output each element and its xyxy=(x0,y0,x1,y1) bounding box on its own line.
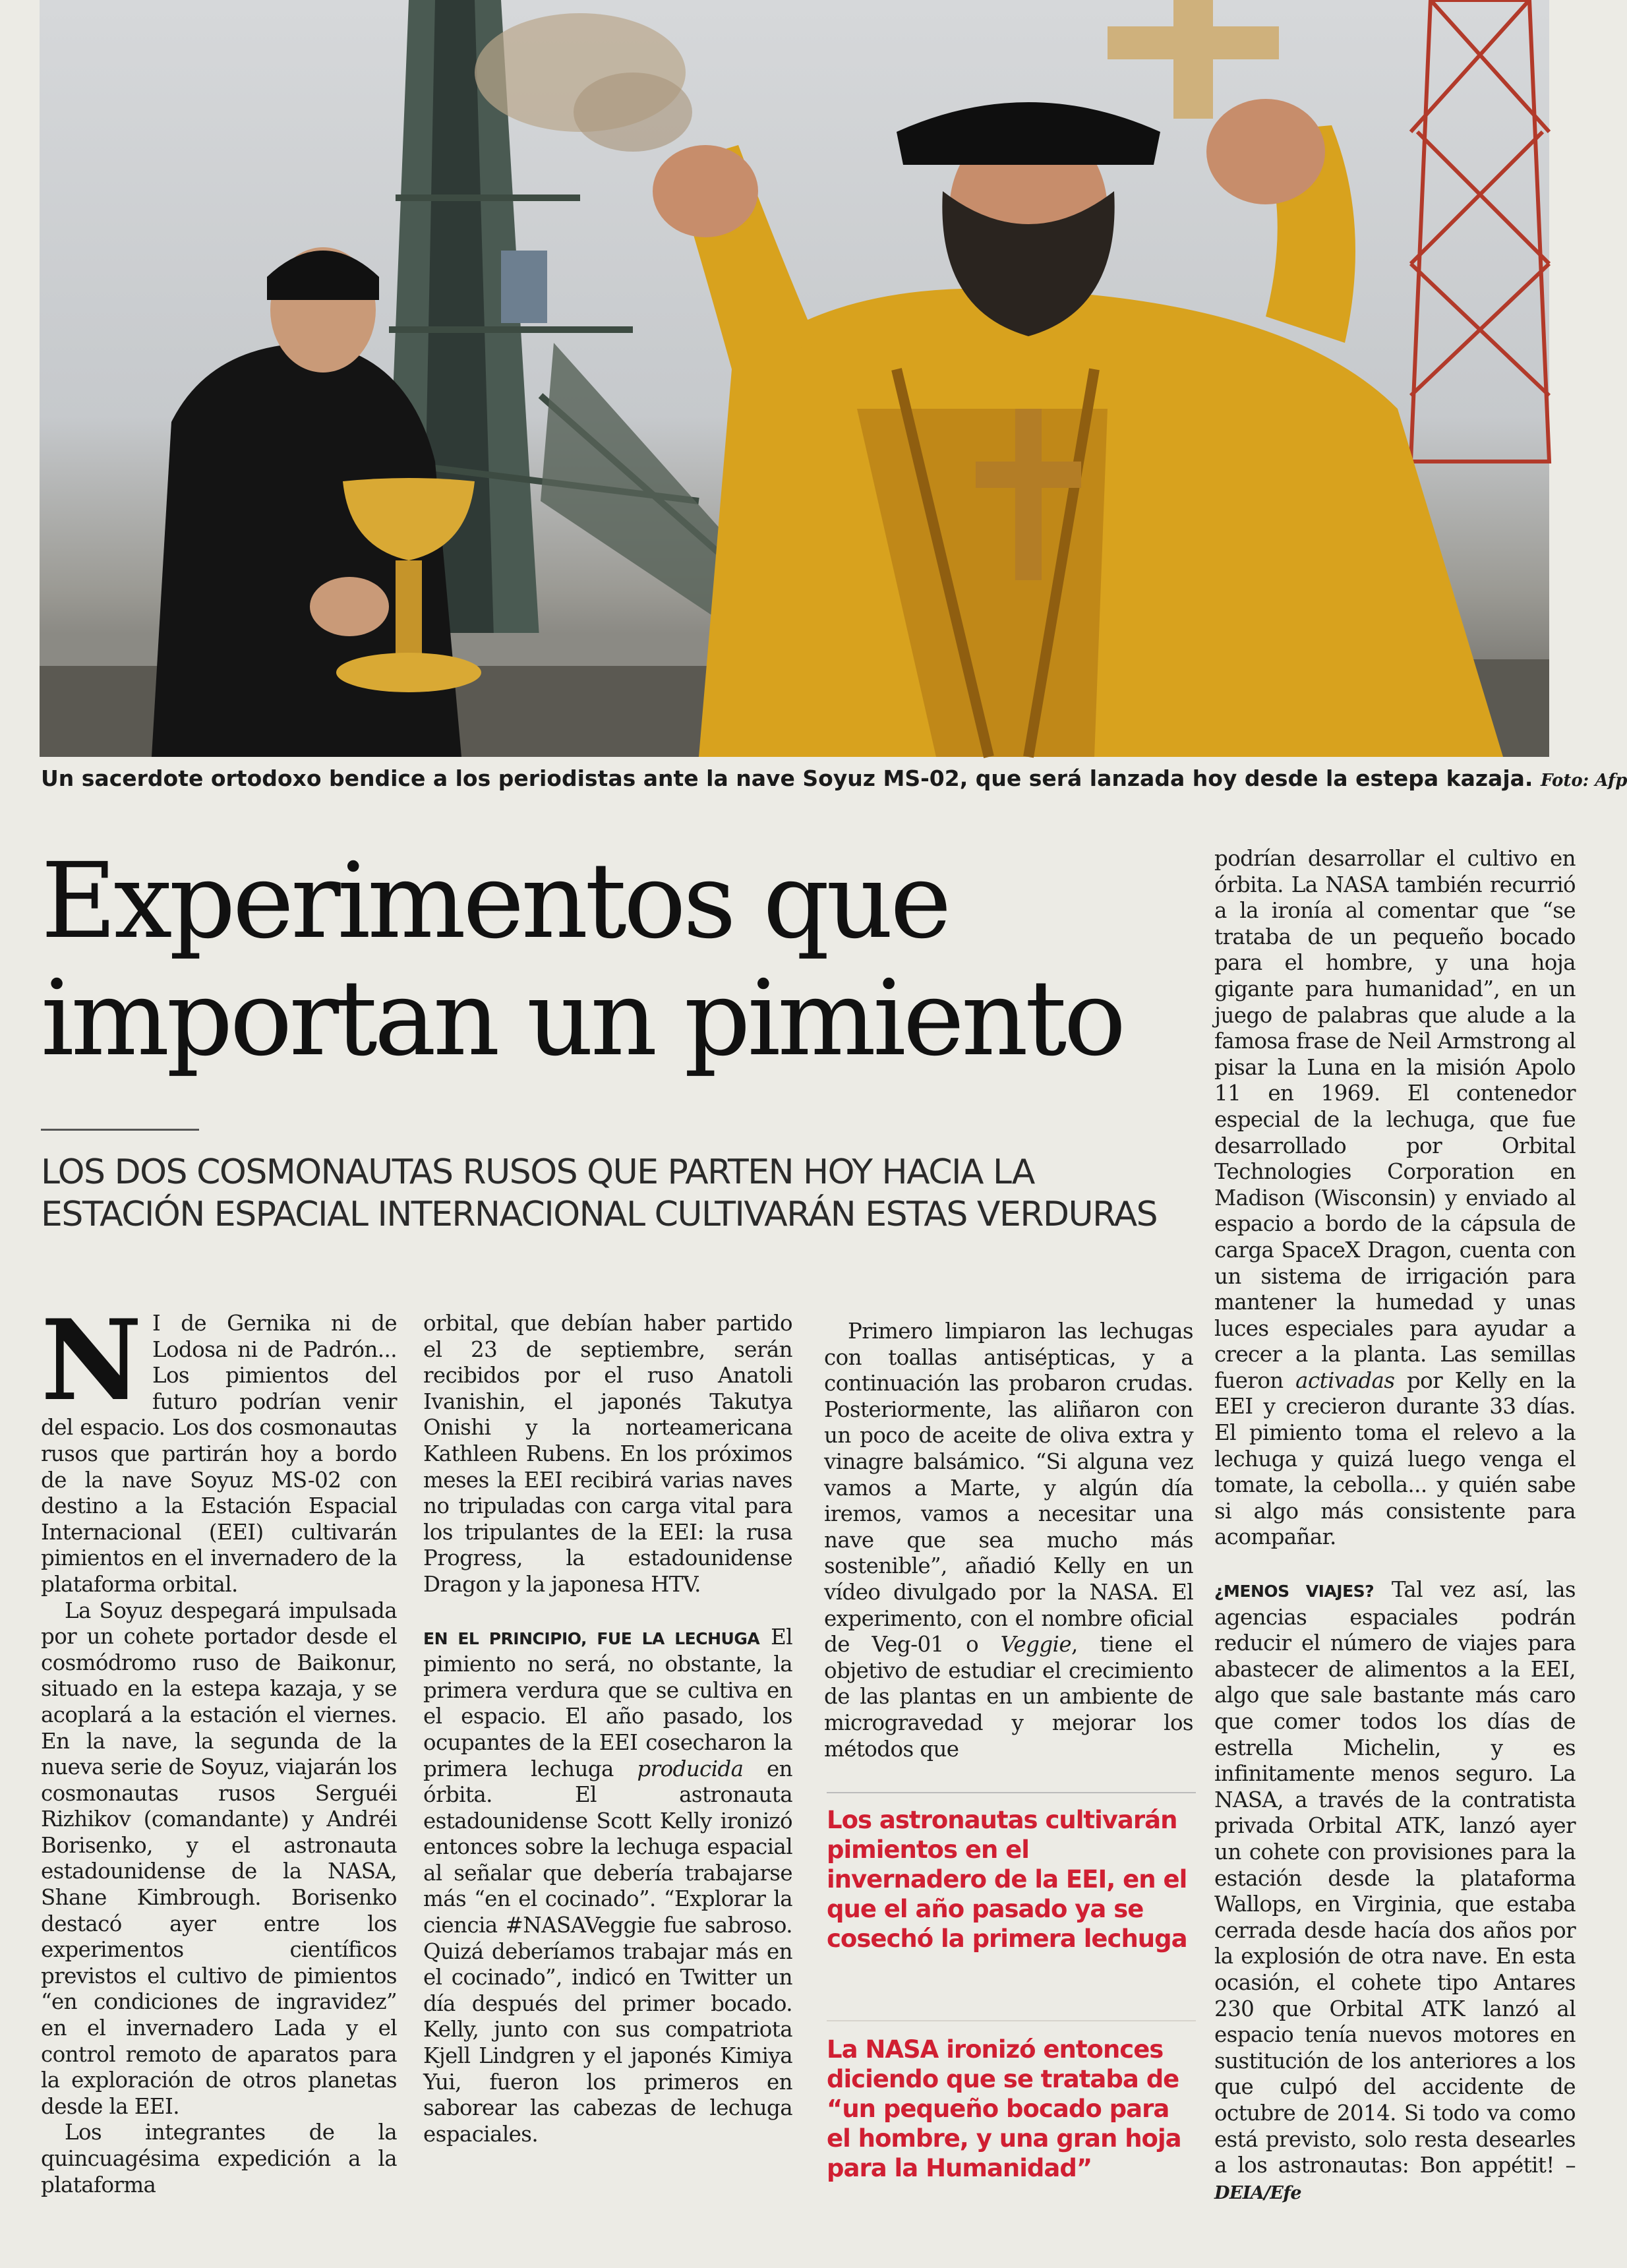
paragraph-5-text-a: El pimiento no será, no obstante, la primera verdura que se cultiva en el espacio. El año pasado, los ocupantes de la EEI cosecharon la primera lechuga xyxy=(423,1624,792,1781)
paragraph-8 xyxy=(1214,1577,1576,2206)
paragraph-2: La Soyuz despegará impulsada por un cohete portador desde el cosmódromo ruso de Baikonur, situado en la estepa kazaja, y se acoplará a la estación el viernes. En la nave, la segunda de la nueva serie de Soyuz, viajarán los cosmonautas rusos Serguéi Rizhikov (comandante) y Andréi Borisenko, y el astronauta estadounidense de la NASA, Shane Kimbrough. Borisenko destacó ayer entre los experimentos científicos previstos el cultivo de pimientos “en condiciones de ingravidez” en el invernadero Lada y el control remoto de aparatos para la exploración de otros planetas desde la EEI. xyxy=(41,1597,397,2119)
paragraph-7-text-a: podrían desarrollar el cultivo en órbita. La NASA también recurrió a la ironía al comentar que “se trataba de un pequeño bocado para el hombre, y una hoja gigante para humanidad”, en un juego de palabras que alude a la famosa frase de Neil Armstrong al pisar la Luna en la misión Apolo 11 en 1969. El contenedor especial de la lechuga, que fue desarrollado por Orbital Technologies Corporation en Madison (Wisconsin) y enviado al espacio a bordo de la cápsula de carga SpaceX Dragon, cuenta con un sistema de irrigación para mantener la humedad y unas luces especiales para ayudar a crecer a la planta. Las semillas fueron xyxy=(1214,846,1576,1393)
paragraph-1 xyxy=(41,1295,397,1598)
photo-credit: Foto: Afp xyxy=(1540,771,1627,791)
drop-cap: N xyxy=(41,1295,142,1425)
paragraph-6-emphasis: Veggie xyxy=(1000,1632,1071,1657)
paragraph-7 xyxy=(1214,846,1576,1551)
pullquote-1: Los astronautas cultivarán pimientos en el invernadero de la EEI, en el que el año pasado ya se cosechó la primera lechuga xyxy=(827,1806,1187,1953)
paragraph-7-emphasis: activadas xyxy=(1295,1367,1395,1393)
priest-figure xyxy=(653,0,1503,757)
photo-caption xyxy=(41,762,1627,795)
paragraph-5 xyxy=(423,1625,792,2148)
section-lead-1: EN EL PRINCIPIO, FUE LA LECHUGA xyxy=(423,1628,760,1648)
article-column-3 xyxy=(824,1319,1193,1762)
paragraph-1-text: I de Gernika ni de Lodosa ni de Padrón... Los pimientos del futuro podrían venir del espacio. Los dos cosmonautas rusos que partirán hoy a bordo de la nave Soyuz MS-02 con destino a la Estación Espacial Internacional (EEI) cultivarán pimientos en el invernadero de la plataforma orbital. xyxy=(41,1311,397,1597)
photo-illustration xyxy=(40,0,1549,757)
headline-rule xyxy=(41,1129,199,1131)
gantry-tower xyxy=(1411,0,1549,462)
paragraph-7-text-b: por Kelly en la EEI y crecieron durante 33 días. El pimiento toma el relevo a la lechuga y quizá luego venga el tomate, la cebolla... y quién sabe si algo más consistente para acompañar. xyxy=(1214,1367,1576,1550)
news-photo xyxy=(40,0,1549,757)
paragraph-4: orbital, que debían haber partido el 23 de septiembre, serán recibidos por el ruso Anatoli Ivanishin, el japonés Takutya Onishi y la norteamericana Kathleen Rubens. En los próximos meses la EEI recibirá varias naves no tripuladas con carga vital para los tripulantes de la EEI: la rusa Progress, la estadounidense Dragon y la japonesa HTV. xyxy=(423,1311,792,1597)
article-column-1 xyxy=(41,1295,397,2198)
headline: Experimentos que importan un pimiento xyxy=(41,841,1123,1079)
section-lead-2: ¿MENOS VIAJES? xyxy=(1214,1582,1375,1601)
caption-text: Un sacerdote ortodoxo bendice a los periodistas ante la nave Soyuz MS-02, que será lanzada hoy desde la estepa kazaja. xyxy=(41,765,1533,791)
pullquote-2: La NASA ironizó entonces diciendo que se trataba de “un pequeño bocado para el hombre, y una gran hoja para la Humanidad” xyxy=(827,2035,1181,2182)
paragraph-8-text: Tal vez así, las agencias espaciales podrán reducir el número de viajes para abastecer de alimentos a la EEI, algo que sale bastante más caro que comer todos los días de estrella Michelin, y es infinitamente menos seguro. La NASA, a través de la contratista privada Orbital ATK, lanzó ayer un cohete con provisiones para la estación desde la plataforma Wallops, en Virginia, que estaba cerrada desde hacía dos años por la explosión de otra nave. En esta ocasión, el cohete tipo Antares 230 que Orbital ATK lanzó al espacio tenía nuevos motores en sustitución de los anteriores a los que culpó del accidente de octubre de 2014. Si todo va como está previsto, solo resta desearles a los astronautas: Bon appétit! – xyxy=(1214,1577,1576,2178)
subheadline: LOS DOS COSMONAUTAS RUSOS QUE PARTEN HOY HACIA LA ESTACIÓN ESPACIAL INTERNACIONAL CULTIVARÁN ESTAS VERDURAS xyxy=(41,1152,1158,1234)
paragraph-6 xyxy=(824,1319,1193,1762)
paragraph-6-text-b: , tiene el objetivo de estudiar el crecimiento de las plantas en un ambiente de microgravedad y mejorar los métodos que xyxy=(824,1632,1193,1762)
pullquote-divider-1 xyxy=(827,1792,1196,1793)
paragraph-3: Los integrantes de la quincuagésima expedición a la plataforma xyxy=(41,2120,397,2197)
pullquote-divider-2 xyxy=(827,2020,1196,2021)
article-column-4 xyxy=(1214,846,1576,2206)
paragraph-5-emphasis: producida xyxy=(637,1756,744,1781)
paragraph-5-text-b: en órbita. El astronauta estadounidense Scott Kelly ironizó entonces sobre la lechuga espacial al señalar que debería trabajarse más “en el cocinado”. “Explorar la ciencia #NASAVeggie fue sabroso. Quizá deberíamos trabajar más en el cocinado”, indicó en Twitter un día después del primer bocado. Kelly, junto con sus compatriota Kjell Lindgren y el japonés Kimiya Yui, fueron los primeros en saborear las cabezas de lechuga espaciales. xyxy=(423,1756,792,2147)
article-column-2 xyxy=(423,1311,792,2147)
article-signature: DEIA/Efe xyxy=(1214,2182,1302,2203)
paragraph-6-text-a: Primero limpiaron las lechugas con toallas antisépticas, y a continuación las probaron crudas. Posteriormente, las aliñaron con un poco de aceite de oliva extra y vinagre balsámico. “Si alguna vez vamos a Marte, y algún día iremos, vamos a necesitar una nave que sea mucho más sostenible”, añadió Kelly en un vídeo divulgado por la NASA. El experimento, con el nombre oficial de Veg-01 o xyxy=(824,1319,1193,1657)
